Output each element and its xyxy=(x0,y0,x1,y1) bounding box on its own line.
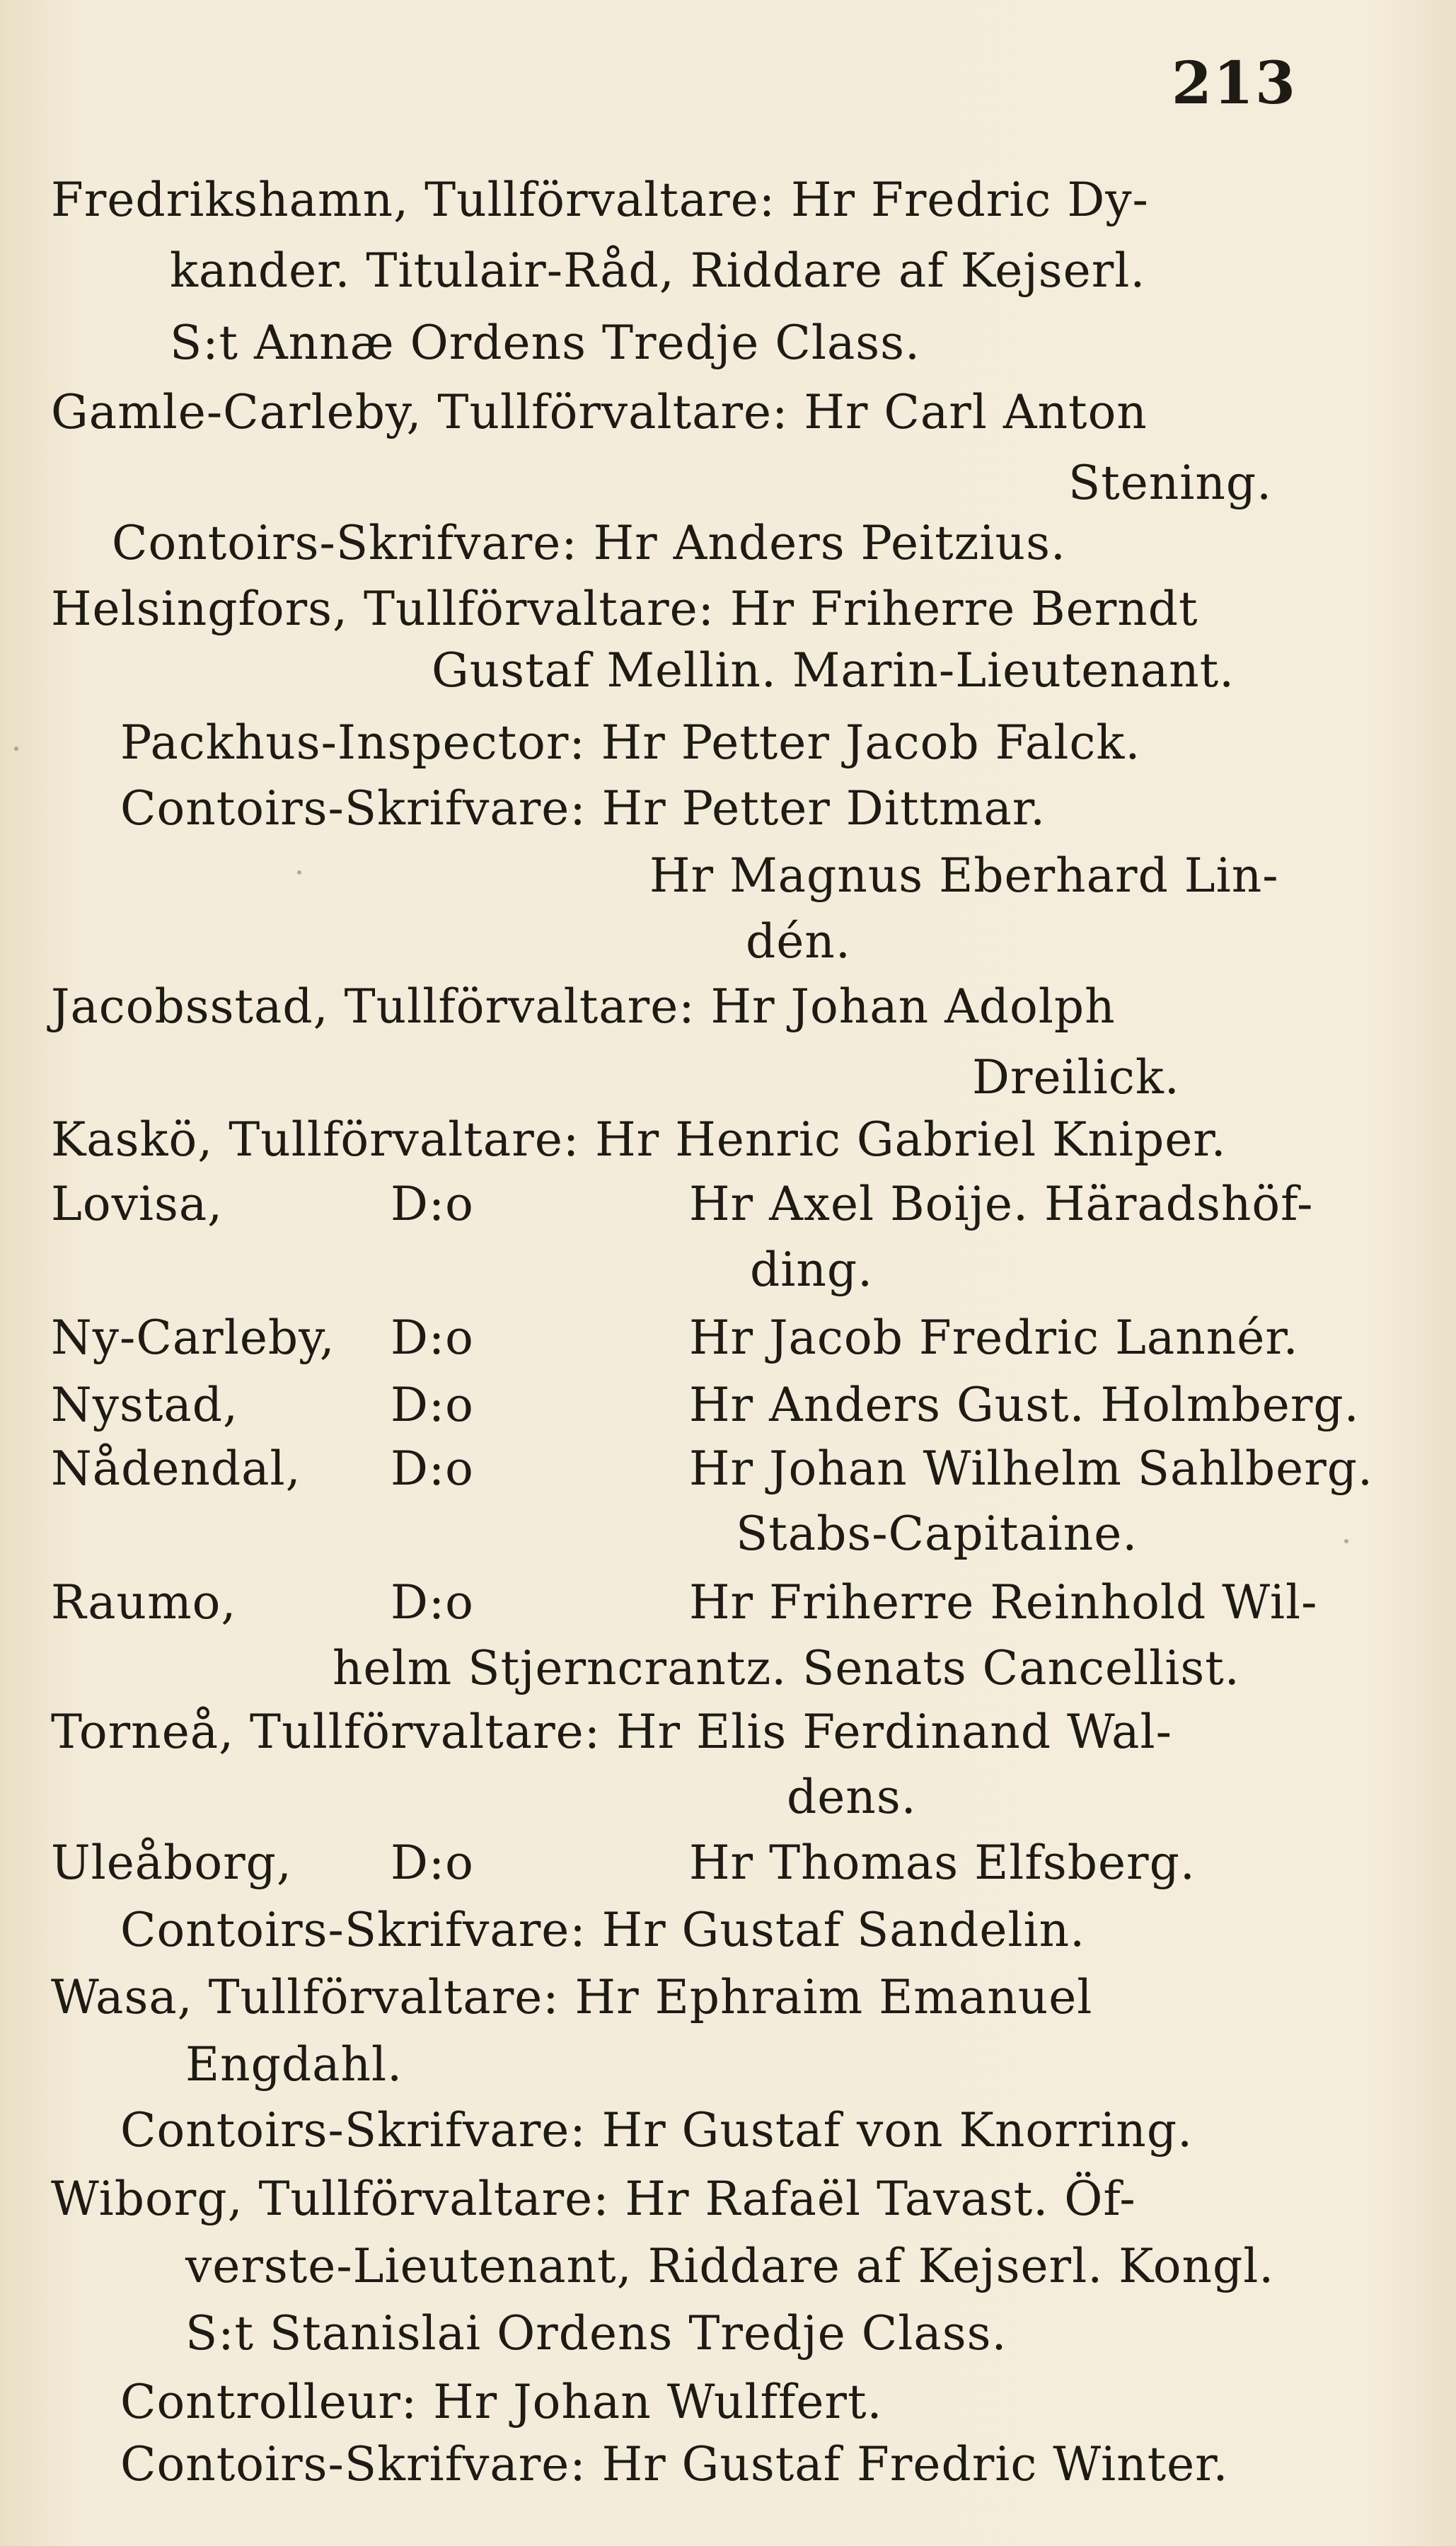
office-title: D:o xyxy=(391,1441,474,1496)
text-line: Wiborg, Tullförvaltare: Hr Rafaël Tavast. Öf- xyxy=(51,2172,1136,2226)
text-line: Controlleur: Hr Johan Wulffert. xyxy=(120,2375,883,2429)
office-title: D:o xyxy=(391,1177,474,1231)
paper-speck xyxy=(14,747,18,751)
text-line: Wasa, Tullförvaltare: Hr Ephraim Emanuel xyxy=(51,1970,1093,2024)
page-number: 213 xyxy=(1171,50,1297,117)
text-line: Stabs-Capitaine. xyxy=(736,1507,1138,1561)
paper-speck xyxy=(1344,1539,1348,1543)
text-line: kander. Titulair-Råd, Riddare af Kejserl. xyxy=(170,243,1146,298)
place-name: Nystad, xyxy=(51,1378,239,1432)
paper-speck xyxy=(297,870,301,875)
text-line: Helsingfors, Tullförvaltare: Hr Friherre Berndt xyxy=(51,582,1198,636)
text-line: Torneå, Tullförvaltare: Hr Elis Ferdinand Wal- xyxy=(51,1705,1172,1759)
place-name: Uleåborg, xyxy=(51,1836,292,1890)
text-line: Gustaf Mellin. Marin-Lieutenant. xyxy=(432,643,1235,698)
office-title: D:o xyxy=(391,1836,474,1890)
official-name: Hr Anders Gust. Holmberg. xyxy=(689,1378,1360,1432)
text-line: dén. xyxy=(746,914,851,969)
table-row xyxy=(51,1441,1374,1516)
office-title: D:o xyxy=(391,1575,474,1630)
text-line: Fredrikshamn, Tullförvaltare: Hr Fredric Dy- xyxy=(51,173,1149,227)
table-row xyxy=(51,1311,1299,1386)
official-name: Hr Thomas Elfsberg. xyxy=(689,1836,1196,1890)
text-line: Kaskö, Tullförvaltare: Hr Henric Gabriel Kniper. xyxy=(51,1112,1227,1167)
text-line: Gamle-Carleby, Tullförvaltare: Hr Carl Anton xyxy=(51,385,1148,439)
text-line: Hr Magnus Eberhard Lin- xyxy=(649,848,1279,903)
official-name: Hr Axel Boije. Häradshöf- xyxy=(689,1177,1314,1231)
table-row xyxy=(51,1836,1196,1911)
text-line: Contoirs-Skrifvare: Hr Petter Dittmar. xyxy=(120,781,1046,836)
text-line: verste-Lieutenant, Riddare af Kejserl. Kongl. xyxy=(185,2239,1275,2293)
text-line: dens. xyxy=(787,1770,917,1824)
text-line: ding. xyxy=(750,1243,874,1297)
official-name: Hr Jacob Fredric Lannér. xyxy=(689,1311,1299,1365)
place-name: Raumo, xyxy=(51,1575,237,1630)
text-line: Stening. xyxy=(1068,456,1273,510)
place-name: Nådendal, xyxy=(51,1441,301,1496)
text-line: S:t Stanislai Ordens Tredje Class. xyxy=(185,2306,1007,2361)
official-name: Hr Friherre Reinhold Wil- xyxy=(689,1575,1318,1630)
text-line: Contoirs-Skrifvare: Hr Gustaf Sandelin. xyxy=(120,1903,1086,1957)
official-name: Hr Johan Wilhelm Sahlberg. xyxy=(689,1441,1374,1496)
office-title: D:o xyxy=(391,1311,474,1365)
office-title: D:o xyxy=(391,1378,474,1432)
text-line: Dreilick. xyxy=(972,1050,1180,1105)
text-line: helm Stjerncrantz. Senats Cancellist. xyxy=(333,1641,1240,1695)
text-line: Contoirs-Skrifvare: Hr Anders Peitzius. xyxy=(112,516,1066,570)
table-row xyxy=(51,1177,1314,1252)
place-name: Ny-Carleby, xyxy=(51,1311,335,1365)
text-line: Jacobsstad, Tullförvaltare: Hr Johan Adolph xyxy=(51,979,1116,1034)
text-line: Engdahl. xyxy=(185,2037,403,2092)
place-name: Lovisa, xyxy=(51,1177,224,1231)
table-row xyxy=(51,1575,1318,1650)
text-line: Packhus-Inspector: Hr Petter Jacob Falck. xyxy=(120,715,1141,770)
text-line: Contoirs-Skrifvare: Hr Gustaf Fredric Winter. xyxy=(120,2437,1229,2492)
text-line: S:t Annæ Ordens Tredje Class. xyxy=(170,316,921,370)
text-line: Contoirs-Skrifvare: Hr Gustaf von Knorring. xyxy=(120,2103,1194,2158)
